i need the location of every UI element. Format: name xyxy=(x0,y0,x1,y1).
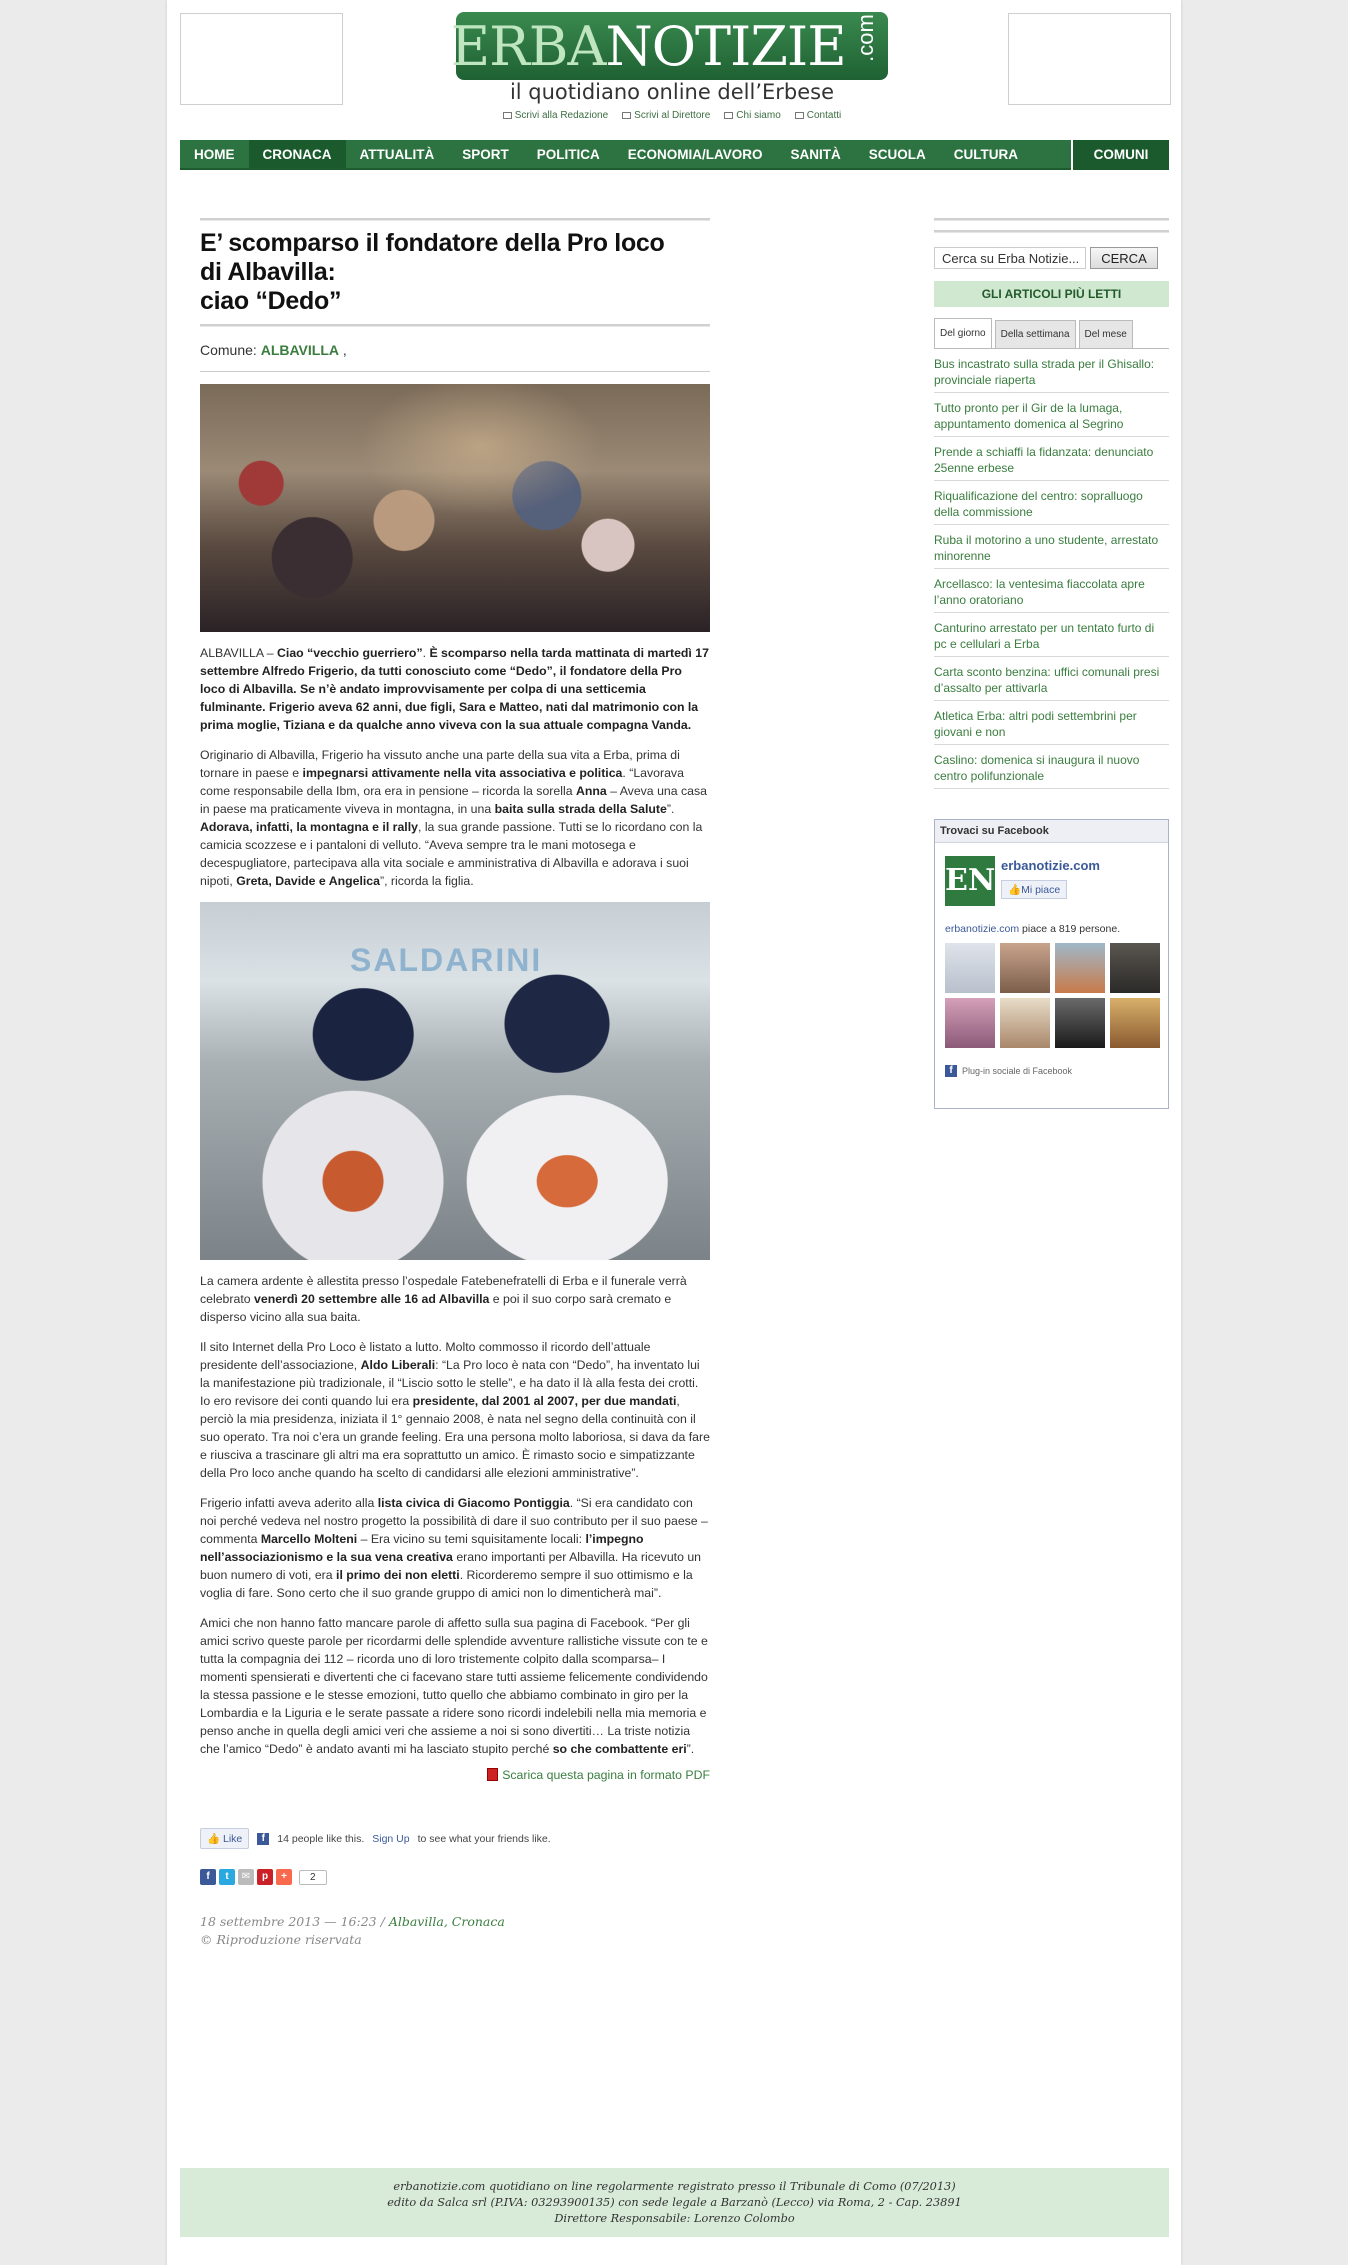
footer: erbanotizie.com quotidiano on line regolarmente registrato presso il Tribunale di Como (07/2013) edito da Salca srl (P.IVA: 03293900135) con sede legale a Barzanò (Lecco) via Roma, 2 - Cap. 23891 Direttore Responsabile: Lorenzo Colombo xyxy=(180,2168,1169,2237)
article-paragraph: Il sito Internet della Pro Loco è listato a lutto. Molto commosso il ricordo dell’attuale presidente dell’associazione, Aldo Liberali: “La Pro loco è nata con “Dedo”, ha inventato lui la manifestazione più tradizionale, il “Liscio sotto le stelle”, e ha dato il là alla festa dei crotti. Io ero revisore dei conti quando lui era presidente, dal 2001 al 2007, per due mandati, perciò la mia presidenza, iniziata il 1° gennaio 2008, è nata nel segno della continuità con il suo operato. Tra noi c’era un grande feeling. Era una persona molto laboriosa, si dava da fare e riusciva a trascinare gli altri ma era soprattutto un amico. È rimasto socio e simpatizzante della Pro loco anche quando ha scelto di candidarsi alle elezioni amministrative”. xyxy=(200,1340,710,1480)
mail-icon xyxy=(622,112,631,119)
list-item[interactable]: Bus incastrato sulla strada per il Ghisallo: provinciale riaperta xyxy=(934,349,1169,393)
avatar[interactable] xyxy=(1055,998,1105,1048)
page xyxy=(167,0,1181,2265)
facebook-icon: f xyxy=(945,1065,957,1077)
search-form xyxy=(934,247,1169,269)
pdf-download-link[interactable]: Scarica questa pagina in formato PDF xyxy=(487,1768,710,1782)
pdf-icon xyxy=(487,1768,498,1781)
most-read-title: GLI ARTICOLI PIÙ LETTI xyxy=(934,281,1169,307)
most-read-tabs xyxy=(934,319,1169,349)
facebook-icon: f xyxy=(257,1833,269,1845)
facebook-mi-piace-button[interactable]: 👍Mi piace xyxy=(1001,880,1067,899)
list-item[interactable]: Tutto pronto per il Gir de la lumaga, appuntamento domenica al Segrino xyxy=(934,393,1169,437)
article-meta: 18 settembre 2013 — 16:23 / Albavilla, Cronaca © Riproduzione riservata xyxy=(200,1914,505,1947)
link-contatti[interactable]: Contatti xyxy=(795,110,841,121)
ad-banner-right[interactable] xyxy=(1008,13,1171,105)
link-chi-siamo[interactable]: Chi siamo xyxy=(724,110,780,121)
sidebar xyxy=(934,218,1169,1109)
nav-cultura[interactable]: CULTURA xyxy=(953,147,1018,162)
tab-della-settimana[interactable]: Della settimana xyxy=(995,320,1076,348)
nav-sport[interactable]: SPORT xyxy=(462,147,509,162)
article-paragraph: ALBAVILLA – Ciao “vecchio guerriero”. È scomparso nella tarda mattinata di martedì 17 settembre Alfredo Frigerio, da tutti conosciuto come “Dedo”, il fondatore della Pro loco di Albavilla. Se n’è andato improvvisamente per colpa di una setticemia fulminante. Frigerio aveva 62 anni, due figli, Sara e Matteo, nati dal matrimonio con la prima moglie, Tiziana e da qualche anno viveva con la sua attuale compagna Vanda. xyxy=(200,646,709,732)
tab-del-giorno[interactable]: Del giorno xyxy=(934,318,992,348)
facebook-like-row: 👍 Like f 14 people like this. Sign Up to see what your friends like. xyxy=(200,1828,710,1849)
divider xyxy=(934,230,1169,233)
facebook-signup-link[interactable]: Sign Up xyxy=(372,1832,410,1845)
comune-link-albavilla[interactable]: ALBAVILLA xyxy=(260,342,339,358)
search-button[interactable]: CERCA xyxy=(1090,247,1158,269)
list-item[interactable]: Carta sconto benzina: uffici comunali presi d’assalto per attivarla xyxy=(934,657,1169,701)
link-scrivi-direttore[interactable]: Scrivi al Direttore xyxy=(622,110,710,121)
list-item[interactable]: Caslino: domenica si inaugura il nuovo centro polifunzionale xyxy=(934,745,1169,789)
article-photo-rally xyxy=(200,902,710,1260)
avatar[interactable] xyxy=(945,998,995,1048)
avatar[interactable] xyxy=(1000,998,1050,1048)
link-scrivi-redazione[interactable]: Scrivi alla Redazione xyxy=(503,110,608,121)
divider xyxy=(934,218,1169,221)
mail-icon xyxy=(503,112,512,119)
pdf-download-row xyxy=(200,1768,710,1782)
facebook-widget-title: Trovaci su Facebook xyxy=(935,820,1168,843)
nav-sanita[interactable]: SANITÀ xyxy=(790,147,841,162)
list-item[interactable]: Atletica Erba: altri podi settembrini per giovani e non xyxy=(934,701,1169,745)
main-nav xyxy=(180,140,1169,170)
article-paragraph: Amici che non hanno fatto mancare parole di affetto sulla sua pagina di Facebook. “Per gli amici scrivo queste parole per ricordarmi delle splendide avventure rallistiche vissute con te e tutta la compagnia dei 112 – ricorda uno di loro tristemente colpito dalla scomparsa– I momenti spensierati e divertenti che ci facevano stare tutti assieme felicemente condividendo la stessa passione e le stesse emozioni, tutto quello che abbiamo combinato in giro per la Lombardia e la Liguria e le serate passate a ridere sono ricordi indelebili nella mia memoria e penso anche in quella degli amici veri che assieme a noi si sono divertiti… La triste notizia che l’amico “Dedo” è andato avanti mi ha lasciato stupito perché so che combattente eri”. xyxy=(200,1616,708,1756)
nav-politica[interactable]: POLITICA xyxy=(536,147,600,162)
facebook-widget xyxy=(934,819,1169,1109)
list-item[interactable]: Riqualificazione del centro: sopralluogo della commissione xyxy=(934,481,1169,525)
most-read-list xyxy=(934,349,1169,789)
site-logo[interactable]: ERBANOTIZIE .com xyxy=(456,12,888,80)
article-paragraph: Originario di Albavilla, Frigerio ha vissuto anche una parte della sua vita a Erba, prima di tornare in paese e impegnarsi attivamente nella vita associativa e politica. “Lavorava come responsabile della Ibm, ora era in pensione – ricorda la sorella Anna – Aveva una casa in paese ma praticamente viveva in montagna, in una baita sulla strada della Salute”. Adorava, infatti, la montagna e il rally, la sua grande passione. Tutti se lo ricordano con la camicia scozzese e i pantaloni di velluto. “Aveva sempre tra le mani motosega e decespugliatore, partecipava alla vita sociale e amministrativa di Albavilla e adorava i suoi nipoti, Greta, Davide e Angelica”, ricorda la figlia. xyxy=(200,748,707,888)
email-share-icon[interactable]: ✉ xyxy=(238,1869,254,1885)
facebook-page-name[interactable]: erbanotizie.com xyxy=(1001,858,1100,873)
top-links xyxy=(456,110,888,121)
category-cronaca-link[interactable]: Cronaca xyxy=(451,1914,505,1929)
twitter-share-icon[interactable]: t xyxy=(219,1869,235,1885)
tab-del-mese[interactable]: Del mese xyxy=(1079,320,1133,348)
pinterest-share-icon[interactable]: p xyxy=(257,1869,273,1885)
facebook-share-icon[interactable]: f xyxy=(200,1869,216,1885)
nav-scuola[interactable]: SCUOLA xyxy=(868,147,926,162)
ad-banner-left[interactable] xyxy=(180,13,343,105)
copyright-notice: © Riproduzione riservata xyxy=(200,1932,362,1947)
share-count: 2 xyxy=(299,1870,327,1885)
avatar[interactable] xyxy=(1110,943,1160,993)
list-item[interactable]: Canturino arrestato per un tentato furto di pc e cellulari a Erba xyxy=(934,613,1169,657)
list-item[interactable]: Prende a schiaffi la fidanzata: denunciato 25enne erbese xyxy=(934,437,1169,481)
article-photo-children xyxy=(200,384,710,632)
nav-economia-lavoro[interactable]: ECONOMIA/LAVORO xyxy=(627,147,763,162)
user-icon xyxy=(724,112,733,119)
list-item[interactable]: Ruba il motorino a uno studente, arrestato minorenne xyxy=(934,525,1169,569)
article-title: E’ scomparso il fondatore della Pro loco di Albavilla: ciao “Dedo” xyxy=(200,229,665,315)
list-item[interactable]: Arcellasco: la ventesima fiaccolata apre l’anno oratoriano xyxy=(934,569,1169,613)
nav-comuni[interactable]: COMUNI xyxy=(1071,140,1169,170)
article-paragraph: Frigerio infatti aveva aderito alla lista civica di Giacomo Pontiggia. “Si era candidato con noi perché vedeva nel nostro progetto la possibilità di dare il suo contributo per il suo paese – commenta Marcello Molteni – Era vicino su temi squisitamente locali: l’impegno nell’associazionismo e la sua vena creativa erano importanti per Albavilla. Ha ricevuto un buon numero di voti, era il primo dei non eletti. Ricorderemo sempre il suo ottimismo e la voglia di fare. Sono certo che il suo grande gruppo di amici non lo dimenticherà mai”. xyxy=(200,1496,708,1600)
comune-row: Comune: ALBAVILLA , xyxy=(200,327,710,372)
nav-cronaca[interactable]: CRONACA xyxy=(249,140,346,168)
article-paragraph: La camera ardente è allestita presso l’ospedale Fatebenefratelli di Erba e il funerale verrà celebrato venerdì 20 settembre alle 16 ad Albavilla e poi il suo corpo sarà cremato e disperso vicino alla sua baita. xyxy=(200,1274,687,1324)
search-input[interactable] xyxy=(934,247,1086,269)
avatar[interactable] xyxy=(1110,998,1160,1048)
photo-banner-text: SALDARINI xyxy=(350,942,543,978)
avatar[interactable] xyxy=(945,943,995,993)
article xyxy=(200,218,710,1949)
facebook-plugin-note: f Plug-in sociale di Facebook xyxy=(945,1065,1072,1077)
category-albavilla-link[interactable]: Albavilla xyxy=(388,1914,444,1929)
phone-icon xyxy=(795,112,804,119)
facebook-faces xyxy=(945,943,1165,1048)
facebook-stats: erbanotizie.com piace a 819 persone. xyxy=(945,923,1121,935)
nav-attualita[interactable]: ATTUALITÀ xyxy=(359,147,435,162)
facebook-page-logo[interactable]: EN xyxy=(945,856,995,906)
article-date: 18 settembre 2013 — 16:23 xyxy=(200,1914,377,1929)
nav-home[interactable]: HOME xyxy=(194,147,235,162)
avatar[interactable] xyxy=(1000,943,1050,993)
addthis-share-icon[interactable]: + xyxy=(276,1869,292,1885)
facebook-like-button[interactable]: 👍 Like xyxy=(200,1828,249,1849)
avatar[interactable] xyxy=(1055,943,1105,993)
site-tagline: il quotidiano online dell’Erbese xyxy=(509,80,835,104)
share-buttons xyxy=(200,1869,710,1885)
